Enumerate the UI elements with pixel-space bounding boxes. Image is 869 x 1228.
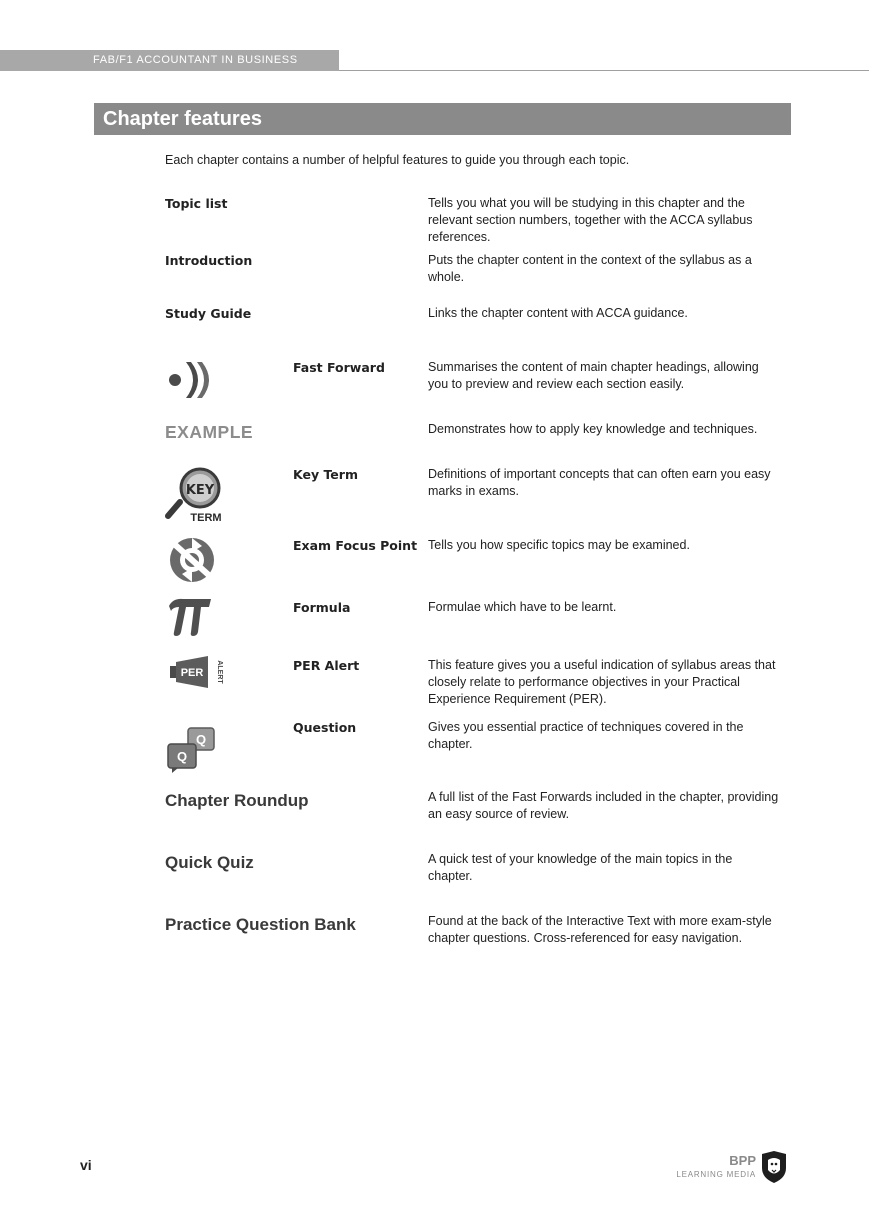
question-icon-front-text: Q — [176, 749, 188, 764]
feature-label-chapter-roundup: Chapter Roundup — [165, 791, 309, 810]
key-term-icon-bottom-text: TERM — [190, 512, 222, 524]
exam-focus-icon — [166, 534, 218, 586]
per-alert-icon-text: PER — [180, 667, 204, 679]
feature-desc-study-guide: Links the chapter content with ACCA guidance. — [428, 306, 688, 320]
feature-label-introduction: Introduction — [165, 253, 253, 268]
key-term-icon — [164, 464, 226, 524]
fast-forward-icon — [166, 358, 218, 402]
feature-label-formula: Formula — [293, 600, 351, 615]
feature-label-per-alert: PER Alert — [293, 658, 360, 673]
feature-desc-key-term: Definitions of important concepts that can often earn you easy marks in exams. — [428, 467, 771, 498]
running-header-title: FAB/F1 ACCOUNTANT IN BUSINESS — [93, 54, 298, 66]
logo-sub-text: LEARNING MEDIA — [676, 1170, 756, 1179]
feature-label-study-guide: Study Guide — [165, 306, 252, 321]
per-alert-icon-side-text: ALERT — [216, 660, 223, 684]
pi-icon — [165, 594, 215, 638]
feature-desc-chapter-roundup: A full list of the Fast Forwards included in the chapter, providing an easy source of review. — [428, 790, 779, 821]
feature-desc-exam-focus: Tells you how specific topics may be examined. — [428, 538, 690, 552]
page-number: vi — [80, 1157, 92, 1173]
header-rule — [339, 70, 869, 71]
question-icon — [164, 718, 220, 774]
intro-text: Each chapter contains a number of helpful features to guide you through each topic. — [165, 153, 630, 167]
feature-desc-question: Gives you essential practice of techniques covered in the chapter. — [428, 720, 744, 751]
feature-desc-example: Demonstrates how to apply key knowledge and techniques. — [428, 422, 758, 436]
per-alert-icon — [168, 652, 230, 692]
feature-label-key-term: Key Term — [293, 467, 358, 482]
logo-brand-text: BPP — [729, 1153, 756, 1168]
page-title: Chapter features — [103, 108, 262, 130]
feature-desc-quick-quiz: A quick test of your knowledge of the main topics in the chapter. — [428, 852, 733, 883]
lion-icon — [762, 1151, 786, 1183]
question-icon-back-text: Q — [195, 732, 207, 747]
feature-desc-formula: Formulae which have to be learnt. — [428, 600, 617, 614]
feature-label-exam-focus: Exam Focus Point — [293, 538, 418, 553]
feature-desc-fast-forward: Summarises the content of main chapter headings, allowing you to preview and review each section easily. — [428, 360, 759, 391]
feature-label-topic-list: Topic list — [165, 196, 228, 211]
key-term-icon-top-text: KEY — [185, 483, 215, 498]
feature-label-question: Question — [293, 720, 357, 735]
page-title-bar — [94, 103, 791, 135]
feature-label-quick-quiz: Quick Quiz — [165, 853, 254, 872]
feature-desc-practice-question-bank: Found at the back of the Interactive Text with more exam-style chapter questions. Cross-referenced for easy navigation. — [428, 914, 772, 945]
feature-label-fast-forward: Fast Forward — [293, 360, 385, 375]
feature-desc-introduction: Puts the chapter content in the context of the syllabus as a whole. — [428, 253, 752, 284]
feature-desc-topic-list: Tells you what you will be studying in this chapter and the relevant section numbers, together with the ACCA syllabus references. — [428, 196, 753, 244]
feature-label-example: EXAMPLE — [165, 422, 254, 442]
bpp-logo — [676, 1150, 788, 1184]
feature-desc-per-alert: This feature gives you a useful indication of syllabus areas that closely relate to performance objectives in your Practical Experience Requirement (PER). — [428, 658, 776, 706]
feature-label-practice-question-bank: Practice Question Bank — [165, 915, 356, 934]
